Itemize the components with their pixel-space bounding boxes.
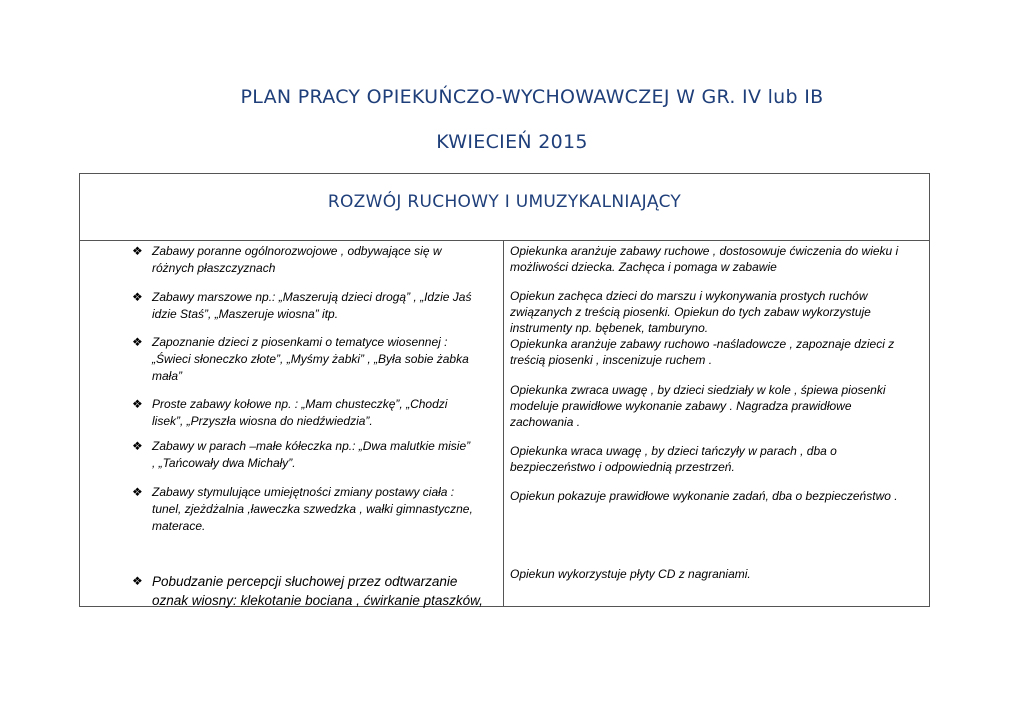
list-item: Opiekun zachęca dzieci do marszu i wykonywania prostych ruchów związanych z treścią piosenki. Opiekun do tych zabaw wykorzystuje instrumenty np. bębenek, tamburyno.: [510, 289, 871, 335]
list-item: ❖ Zabawy poranne ogólnorozwojowe , odbywające się w różnych płaszczyznach: [132, 244, 442, 275]
caregiver-role-column: [504, 241, 929, 607]
diamond-bullet-icon: ❖: [132, 290, 143, 304]
list-item: ❖ Zabawy w parach –małe kółeczka np.: „Dwa malutkie misie” , „Tańcowały dwa Michały”.: [132, 439, 471, 470]
diamond-bullet-icon: ❖: [132, 397, 143, 411]
page-subtitle-month: KWIECIEŃ 2015: [436, 131, 588, 153]
list-item: Opiekun wykorzystuje płyty CD z nagraniami.: [510, 567, 751, 581]
activities-column: [80, 241, 503, 607]
table-heading-cell: [80, 174, 929, 241]
list-item: ❖ Pobudzanie percepcji słuchowej przez odtwarzanie oznak wiosny: klekotanie bociana , ćwirkanie ptaszków,: [132, 574, 483, 608]
list-item: ❖ Zapoznanie dzieci z piosenkami o tematyce wiosennej : „Świeci słoneczko złote”, „Myśmy żabki” , „Była sobie żabka mała”: [132, 335, 469, 383]
page-title: PLAN PRACY OPIEKUŃCZO-WYCHOWAWCZEJ W GR. IV lub IB: [240, 86, 824, 108]
list-item: ❖ Zabawy marszowe np.: „Maszerują dzieci drogą” , „Idzie Jaś idzie Staś”, „Maszeruje wiosna” itp.: [132, 290, 472, 321]
list-item: Opiekunka wraca uwagę , by dzieci tańczyły w parach , dba o bezpieczeństwo i odpowiednią przestrzeń.: [510, 444, 837, 474]
diamond-bullet-icon: ❖: [132, 244, 143, 258]
diamond-bullet-icon: ❖: [132, 439, 143, 453]
diamond-bullet-icon: ❖: [132, 335, 143, 349]
list-item: ❖ Zabawy stymulujące umiejętności zmiany postawy ciała : tunel, zjeżdżalnia ,ławeczka szwedzka , wałki gimnastyczne, materace.: [132, 485, 473, 533]
list-item: ❖ Proste zabawy kołowe np. : „Mam chusteczkę”, „Chodzi lisek”, „Przyszła wiosna do niedźwiedzia”.: [132, 397, 448, 428]
plan-table: [79, 173, 930, 607]
list-item: Opiekunka aranżuje zabawy ruchowe , dostosowuje ćwiczenia do wieku i możliwości dziecka. Zachęca i pomaga w zabawie: [510, 244, 899, 274]
diamond-bullet-icon: ❖: [132, 574, 143, 588]
list-item: Opiekunka zwraca uwagę , by dzieci siedziały w kole , śpiewa piosenki modeluje prawidłowe wykonanie zabawy . Nagradza prawidłowe zachowania .: [510, 383, 886, 429]
list-item: Opiekun pokazuje prawidłowe wykonanie zadań, dba o bezpieczeństwo .: [510, 489, 898, 503]
list-item: Opiekunka aranżuje zabawy ruchowo -naśladowcze , zapoznaje dzieci z treścią piosenki , inscenizuje ruchem .: [510, 337, 895, 367]
table-heading: ROZWÓJ RUCHOWY I UMUZYKALNIAJĄCY: [327, 192, 682, 212]
diamond-bullet-icon: ❖: [132, 485, 143, 499]
